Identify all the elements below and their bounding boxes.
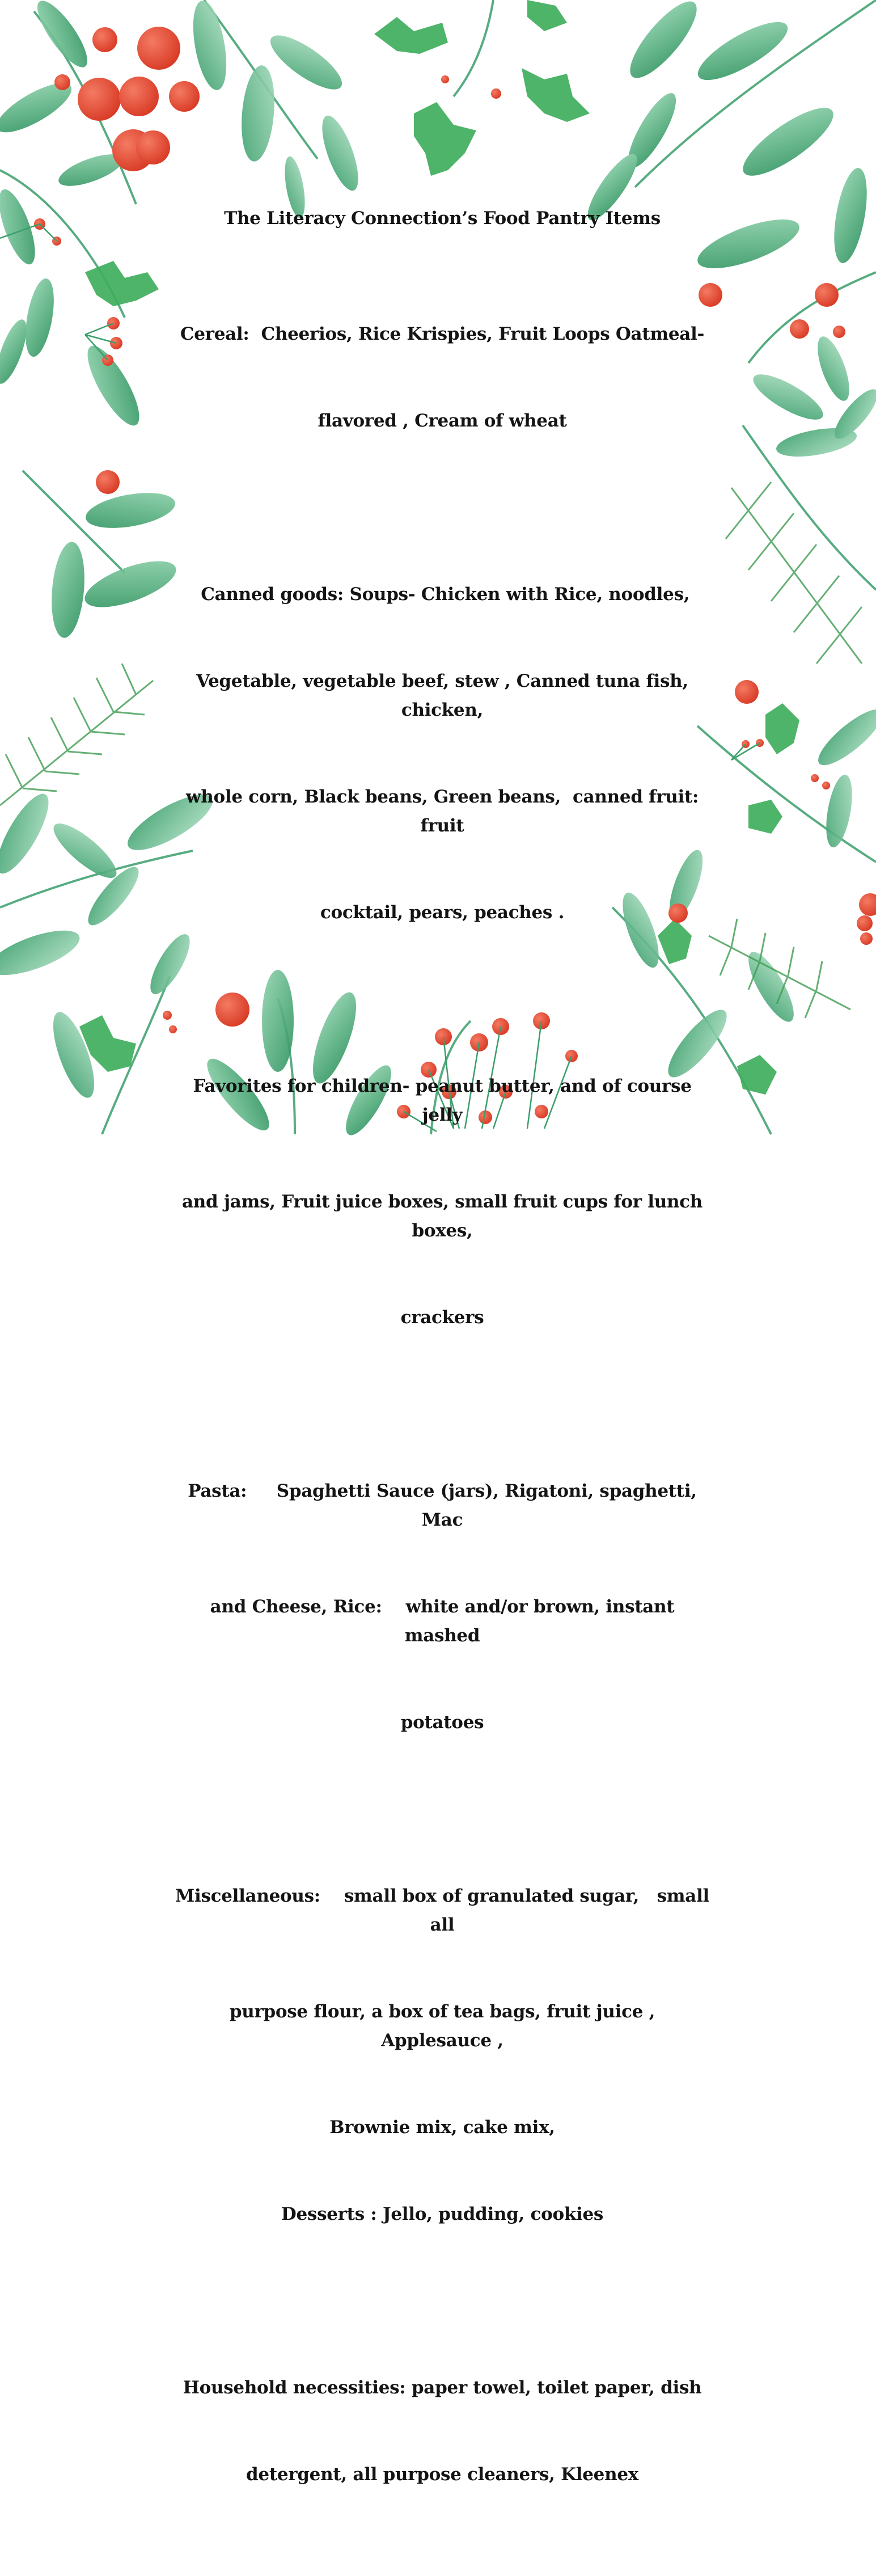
section-canned-goods	[170, 522, 714, 985]
section-line: detergent, all purpose cleaners, Kleenex	[246, 2464, 638, 2485]
section-line: Miscellaneous: small box of granulated sugar, small all	[175, 1886, 716, 1935]
section-line: Vegetable, vegetable beef, stew , Canned tuna fish, chicken,	[196, 671, 695, 720]
page-title: The Literacy Connection’s Food Pantry Items	[224, 208, 661, 229]
section-line: Canned goods: Soups- Chicken with Rice, noodles,	[194, 584, 690, 605]
section-line: cocktail, pears, peaches .	[320, 902, 565, 923]
section-line: Brownie mix, cake mix,	[329, 2117, 555, 2138]
section-line: potatoes	[400, 1712, 484, 1733]
section-cereal	[170, 262, 714, 493]
section-household	[170, 2316, 714, 2547]
section-line: Favorites for children- peanut butter, and of course jelly	[193, 1076, 698, 1125]
section-line: and Cheese, Rice: white and/or brown, instant mashed	[210, 1597, 680, 1646]
section-line: Cereal: Cheerios, Rice Krispies, Fruit Loops Oatmeal-	[180, 324, 705, 344]
pantry-list	[170, 204, 714, 2576]
section-line: and jams, Fruit juice boxes, small fruit cups for lunch boxes,	[182, 1192, 709, 1241]
section-line: purpose flour, a box of tea bags, fruit juice , Applesauce ,	[229, 2001, 667, 2051]
section-line: flavored , Cream of wheat	[318, 411, 567, 431]
section-line: Household necessities: paper towel, toilet paper, dish	[183, 2377, 702, 2398]
section-line: whole corn, Black beans, Green beans, canned fruit: fruit	[185, 787, 711, 836]
section-line: Pasta: Spaghetti Sauce (jars), Rigatoni, spaghetti, Mac	[188, 1481, 703, 1530]
section-line: Desserts : Jello, pudding, cookies	[281, 2204, 604, 2224]
section-miscellaneous	[170, 1824, 714, 2287]
section-children	[170, 1014, 714, 1390]
section-pasta	[170, 1419, 714, 1795]
section-line: crackers	[400, 1307, 484, 1328]
